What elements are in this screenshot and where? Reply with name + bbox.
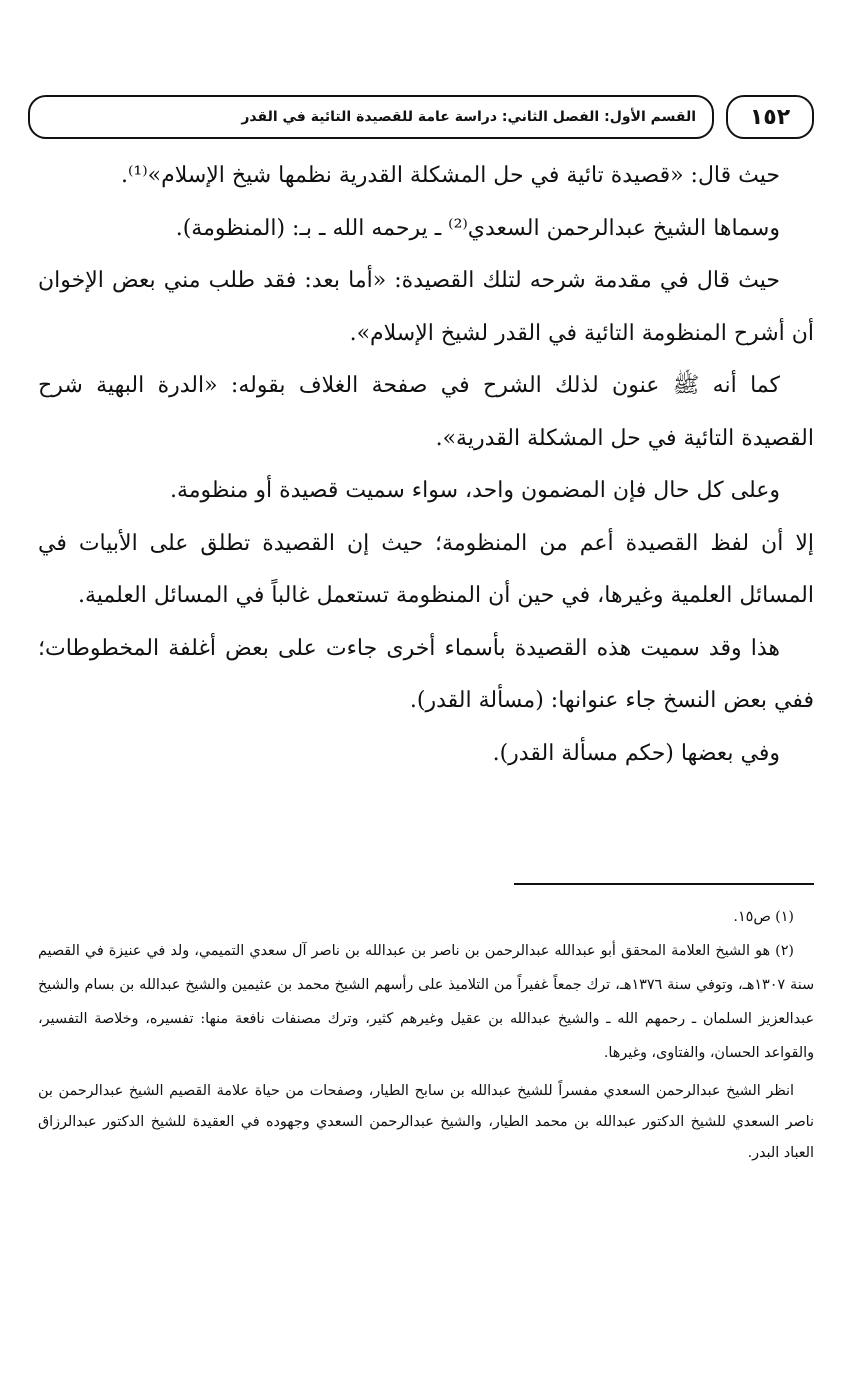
footnote: (١) ص١٥. — [733, 909, 794, 925]
footnote-divider — [514, 883, 814, 885]
paragraph: إلا أن لفظ القصيدة أعم من المنظومة؛ حيث إن القصيدة تطلق على الأبيات في المسائل العلمية وغيرها، في حين أن المنظومة تستعمل غالباً في المسائل العلمية. — [38, 530, 814, 608]
paragraph: كما أنه ﷺ عنون لذلك الشرح في صفحة الغلاف بقوله: «الدرة البهية شرح القصيدة التائية في حل المشكلة القدرية». — [38, 373, 814, 451]
main-text — [38, 150, 814, 780]
page-number-frame — [726, 95, 814, 139]
footnote-references: انظر الشيخ عبدالرحمن السعدي مفسراً للشيخ عبدالله بن سابح الطيار، وصفحات من حياة علامة القصيم الشيخ عبدالرحمن بن ناصر السعدي للشيخ الدكتور عبدالله بن محمد الطيار، والشيخ عبدالرحمن السعدي وجهوده في العقيدة للشيخ الدكتور عبدالرزاق العباد البدر. — [38, 1083, 814, 1161]
paragraph: وفي بعضها (حكم مسألة القدر). — [492, 740, 780, 766]
page-header — [28, 95, 814, 143]
running-title-frame — [28, 95, 714, 139]
footnote: (٢) هو الشيخ العلامة المحقق أبو عبدالله عبدالرحمن بن ناصر بن عبدالله بن ناصر آل سعدي التميمي، ولد في عنيزة في القصيم سنة ١٣٠٧هـ، وتوفي سنة ١٣٧٦هـ، ترك جمعاً غفيراً من التلاميذ على رأسهم الشيخ محمد بن عثيمين والشيخ عبدالله بن بسام والشيخ عبدالعزيز السلمان ـ رحمهم الله ـ والشيخ عبدالله بن عقيل وغيرهم كثير، وترك مصنفات نافعة منها: تفسيره، وخلاصة التفسير، والقواعد الحسان، والفتاوى، وغيرها. — [38, 943, 814, 1061]
paragraph: حيث قال: «قصيدة تائية في حل المشكلة القدرية نظمها شيخ الإسلام»⁽¹⁾. — [120, 163, 780, 188]
paragraph: حيث قال في مقدمة شرحه لتلك القصيدة: «أما بعد: فقد طلب مني بعض الإخوان أن أشرح المنظومة التائية في القدر لشيخ الإسلام». — [38, 268, 814, 346]
footnotes — [38, 900, 814, 1169]
running-title: القسم الأول: الفصل الثاني: دراسة عامة للقصيدة التائية في القدر — [241, 109, 696, 125]
paragraph: وسماها الشيخ عبدالرحمن السعدي⁽²⁾ ـ يرحمه الله ـ بـ: (المنظومة). — [175, 215, 780, 241]
paragraph: وعلى كل حال فإن المضمون واحد، سواء سميت قصيدة أو منظومة. — [169, 478, 780, 503]
page-number: ١٥٢ — [749, 104, 791, 130]
paragraph: هذا وقد سميت هذه القصيدة بأسماء أخرى جاءت على بعض أغلفة المخطوطات؛ ففي بعض النسخ جاء عنوانها: (مسألة القدر). — [38, 635, 814, 713]
